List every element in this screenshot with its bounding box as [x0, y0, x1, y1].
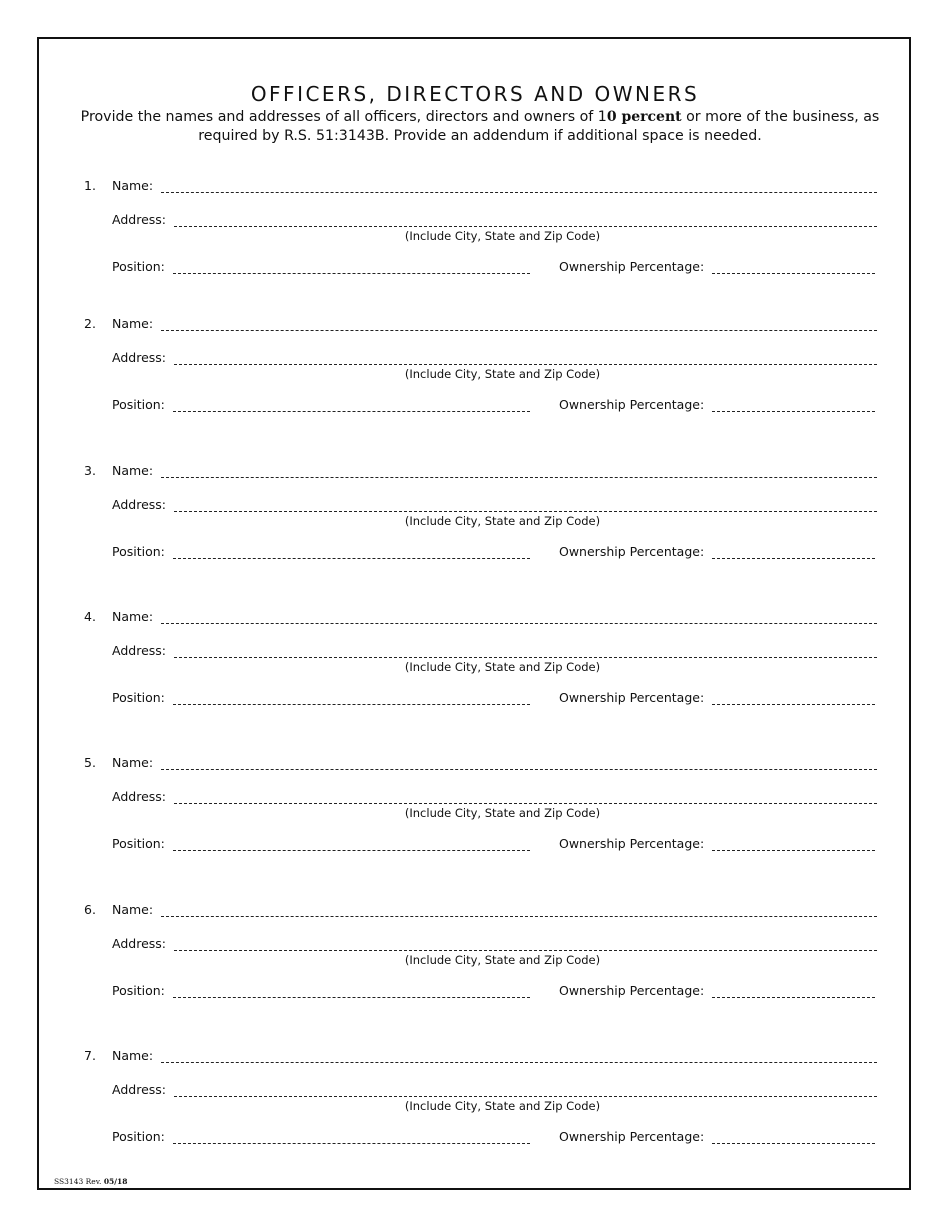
name-label: Name:: [112, 609, 154, 624]
position-label: Position:: [112, 544, 165, 559]
name-row: [84, 178, 877, 193]
ownership-percentage-field[interactable]: [712, 986, 875, 998]
address-label: Address:: [112, 643, 166, 658]
address-field[interactable]: [174, 353, 877, 365]
address-hint: (Include City, State and Zip Code): [404, 514, 601, 528]
ownership-row: [559, 1129, 875, 1144]
officer-entry: [0, 902, 950, 1022]
officer-entry: [0, 755, 950, 875]
address-row: [112, 643, 877, 658]
ownership-label: Ownership Percentage:: [559, 983, 705, 998]
position-row: [112, 983, 530, 998]
ownership-percentage-field[interactable]: [712, 693, 875, 705]
position-field[interactable]: [173, 1132, 530, 1144]
ownership-row: [559, 397, 875, 412]
position-label: Position:: [112, 259, 165, 274]
officer-entry: [0, 463, 950, 583]
ownership-label: Ownership Percentage:: [559, 259, 705, 274]
position-row: [112, 259, 530, 274]
address-label: Address:: [112, 212, 166, 227]
position-field[interactable]: [173, 547, 530, 559]
ownership-percentage-field[interactable]: [712, 547, 875, 559]
ownership-row: [559, 544, 875, 559]
address-label: Address:: [112, 936, 166, 951]
position-row: [112, 690, 530, 705]
ownership-row: [559, 259, 875, 274]
position-field[interactable]: [173, 839, 530, 851]
officer-entry: [0, 609, 950, 729]
form-instructions: [80, 108, 880, 146]
ownership-row: [559, 690, 875, 705]
name-row: [84, 755, 877, 770]
address-field[interactable]: [174, 792, 877, 804]
address-label: Address:: [112, 350, 166, 365]
address-hint: (Include City, State and Zip Code): [404, 229, 601, 243]
ownership-label: Ownership Percentage:: [559, 1129, 705, 1144]
position-field[interactable]: [173, 400, 530, 412]
address-row: [112, 497, 877, 512]
officer-entry: [0, 1048, 950, 1168]
address-row: [112, 212, 877, 227]
address-field[interactable]: [174, 1085, 877, 1097]
ownership-label: Ownership Percentage:: [559, 836, 705, 851]
officer-entry: [0, 178, 950, 298]
form-footer: [54, 1177, 127, 1186]
address-field[interactable]: [174, 939, 877, 951]
name-field[interactable]: [161, 758, 877, 770]
name-label: Name:: [112, 178, 154, 193]
address-hint: (Include City, State and Zip Code): [404, 660, 601, 674]
ownership-label: Ownership Percentage:: [559, 544, 705, 559]
position-label: Position:: [112, 690, 165, 705]
position-row: [112, 544, 530, 559]
name-field[interactable]: [161, 1051, 877, 1063]
address-row: [112, 1082, 877, 1097]
position-row: [112, 1129, 530, 1144]
name-field[interactable]: [161, 319, 877, 331]
name-field[interactable]: [161, 905, 877, 917]
name-row: [84, 1048, 877, 1063]
position-label: Position:: [112, 836, 165, 851]
address-field[interactable]: [174, 500, 877, 512]
address-label: Address:: [112, 789, 166, 804]
instructions-part-1: Provide the names and addresses of all officers, directors and owners of 1: [80, 109, 607, 125]
name-field[interactable]: [161, 466, 877, 478]
name-field[interactable]: [161, 612, 877, 624]
officer-entry: [0, 316, 950, 436]
ownership-percentage-field[interactable]: [712, 400, 875, 412]
address-hint: (Include City, State and Zip Code): [404, 953, 601, 967]
position-row: [112, 397, 530, 412]
ownership-label: Ownership Percentage:: [559, 397, 705, 412]
position-field[interactable]: [173, 986, 530, 998]
entry-number: 4.: [84, 609, 96, 624]
address-row: [112, 936, 877, 951]
instructions-bold: 0 percent: [606, 109, 682, 125]
address-field[interactable]: [174, 215, 877, 227]
position-label: Position:: [112, 1129, 165, 1144]
ownership-percentage-field[interactable]: [712, 1132, 875, 1144]
address-field[interactable]: [174, 646, 877, 658]
address-hint: (Include City, State and Zip Code): [404, 1099, 601, 1113]
name-label: Name:: [112, 463, 154, 478]
name-label: Name:: [112, 902, 154, 917]
position-field[interactable]: [173, 262, 530, 274]
entry-number: 3.: [84, 463, 96, 478]
entry-number: 6.: [84, 902, 96, 917]
entry-number: 1.: [84, 178, 96, 193]
address-row: [112, 350, 877, 365]
entry-number: 5.: [84, 755, 96, 770]
ownership-percentage-field[interactable]: [712, 839, 875, 851]
position-row: [112, 836, 530, 851]
name-label: Name:: [112, 1048, 154, 1063]
position-field[interactable]: [173, 693, 530, 705]
form-title: OFFICERS, DIRECTORS AND OWNERS: [250, 82, 700, 106]
entry-number: 7.: [84, 1048, 96, 1063]
name-row: [84, 463, 877, 478]
name-field[interactable]: [161, 181, 877, 193]
name-row: [84, 609, 877, 624]
ownership-row: [559, 836, 875, 851]
address-label: Address:: [112, 497, 166, 512]
name-label: Name:: [112, 316, 154, 331]
address-hint: (Include City, State and Zip Code): [404, 806, 601, 820]
name-row: [84, 902, 877, 917]
entry-number: 2.: [84, 316, 96, 331]
name-label: Name:: [112, 755, 154, 770]
name-row: [84, 316, 877, 331]
address-hint: (Include City, State and Zip Code): [404, 367, 601, 381]
footer-revision: 05/18: [103, 1177, 128, 1186]
position-label: Position:: [112, 397, 165, 412]
address-row: [112, 789, 877, 804]
ownership-percentage-field[interactable]: [712, 262, 875, 274]
ownership-label: Ownership Percentage:: [559, 690, 705, 705]
instructions-part-2: or more of the business, as required by R.S. 51:3143B. Provide an addendum if additional space is needed.: [198, 109, 880, 144]
footer-form-id: SS3143 Rev.: [54, 1177, 102, 1186]
ownership-row: [559, 983, 875, 998]
position-label: Position:: [112, 983, 165, 998]
address-label: Address:: [112, 1082, 166, 1097]
